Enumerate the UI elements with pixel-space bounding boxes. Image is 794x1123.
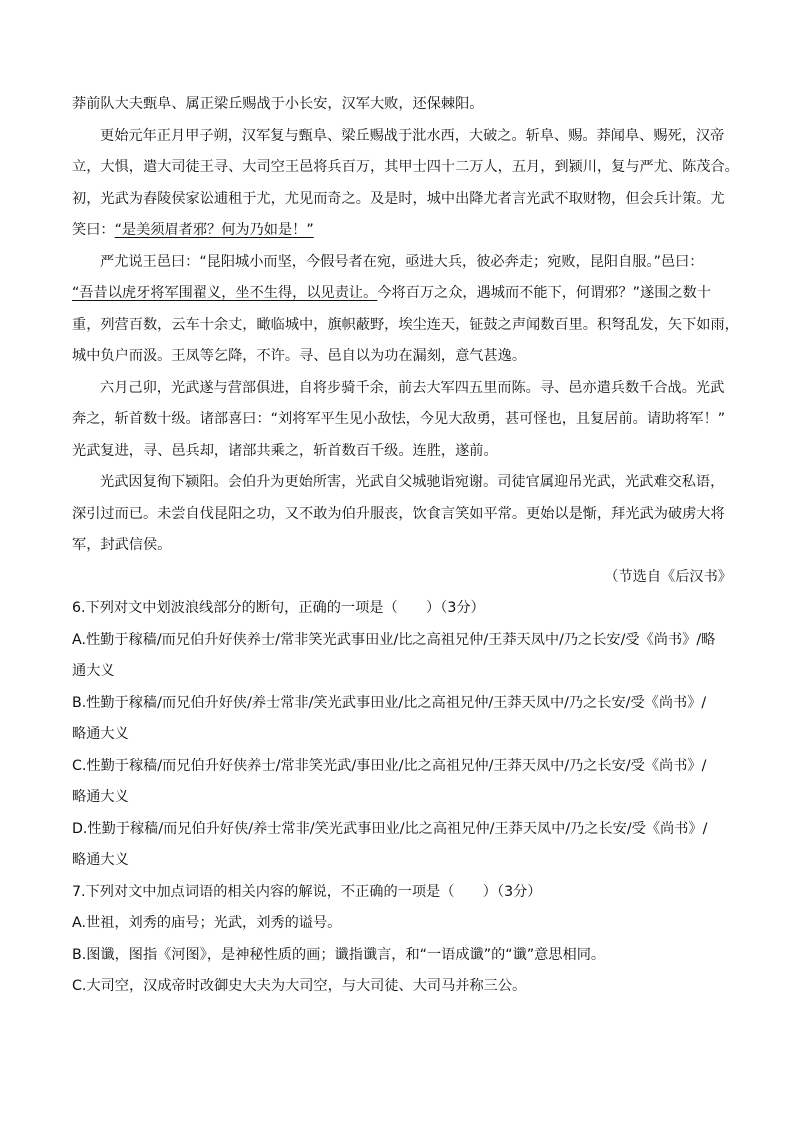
passage-line: 立，大惧，遣大司徒王寻、大司空王邑将兵百万，其甲士四十二万人，五月，到颍川，复与严尤、陈茂合。 <box>72 159 739 175</box>
passage-text: 今将百万之众，遇城而不能下，何谓邪？”遂围之数十 <box>377 285 711 301</box>
question-7-option-b: B.图谶，图指《河图》，是神秘性质的画；谶指谶言，和“一语成谶”的“谶”意思相同。 <box>72 946 606 963</box>
passage-line <box>72 222 732 238</box>
underlined-quote: “是美须眉者邪？何为乃如是！” <box>114 222 314 238</box>
question-6-option-c-cont: 略通大义 <box>72 789 129 805</box>
passage-line: 深引过而已。未尝自伐昆阳之功，又不敢为伯升服丧，饮食言笑如平常。更始以是惭，拜光武为破虏大将 <box>72 505 725 522</box>
passage-line: 六月己卯，光武遂与营部俱进，自将步骑千余，前去大军四五里而陈。寻、邑亦遣兵数千合战。光武 <box>100 379 725 396</box>
question-6-option-d: D.性勤于稼穑/而兄伯升好侠/养士常非/笑光武事田业/比之高祖兄仲/王莽天凤中/乃之长安/受《尚书》/ <box>72 820 708 837</box>
question-6-option-a-cont: 通大义 <box>72 663 115 679</box>
passage-line: 莽前队大夫甄阜、属正梁丘赐战于小长安，汉军大败，还保棘阳。 <box>72 96 484 112</box>
passage-line: 重，列营百数，云车十余丈，瞰临城中，旗帜蔽野，埃尘连天，钲鼓之声闻数百里。积弩乱发，矢下如雨， <box>72 316 739 333</box>
question-7-option-a: A.世祖，刘秀的庙号；光武，刘秀的谥号。 <box>72 915 342 931</box>
passage-line: 军，封武信侯。 <box>72 537 172 553</box>
question-6-stem: 6.下列对文中划波浪线部分的断句，正确的一项是（ ）（3分） <box>72 600 485 616</box>
passage-line: 严尤说王邑曰：“昆阳城小而坚，今假号者在宛，亟进大兵，彼必奔走；宛败，昆阳自服。”邑曰： <box>100 253 704 270</box>
question-7-option-c: C.大司空，汉成帝时改御史大夫为大司空，与大司徒、大司马并称三公。 <box>72 978 527 994</box>
passage-line: 更始元年正月甲子朔，汉军复与甄阜、梁丘赐战于沘水西，大破之。斩阜、赐。莽闻阜、赐死，汉帝 <box>100 127 725 144</box>
passage-line: 光武复进，寻、邑兵却，诸部共乘之，斩首数百千级。连胜，遂前。 <box>72 442 498 459</box>
underlined-quote: “吾昔以虎牙将军围翟义，坐不生得，以见责让。 <box>72 285 378 301</box>
document-page <box>72 96 739 1010</box>
passage-line: 光武因复徇下颍阳。会伯升为更始所害，光武自父城驰诣宛谢。司徒官属迎吊光武，光武难交私语， <box>100 474 725 490</box>
question-6-option-c: C.性勤于稼穑/而兄伯升好侠养士/常非笑光武/事田业/比之高祖兄仲/王莽天凤中/乃之长安/受《尚书》/ <box>72 757 707 774</box>
passage-line <box>72 285 732 301</box>
question-7-stem: 7.下列对文中加点词语的相关内容的解说，不正确的一项是（ ）（3分） <box>72 883 542 900</box>
question-6-option-b-cont: 略通大义 <box>72 726 129 742</box>
question-6-option-d-cont: 略通大义 <box>72 852 129 868</box>
passage-line: 初，光武为舂陵侯家讼逋租于尤，尤见而奇之。及是时，城中出降尤者言光武不取财物，但会兵计策。尤 <box>72 190 725 207</box>
passage-line: 城中负户而汲。王凤等乞降，不许。寻、邑自以为功在漏刻，意气甚逸。 <box>72 348 527 364</box>
passage-line: 奔之，斩首数十级。诸部喜曰：“刘将军平生见小敌怯，今见大敌勇，甚可怪也，且复居前。请助将军！” <box>72 411 726 427</box>
question-6-option-a: A.性勤于稼穑/而兄伯升好侠养士/常非笑光武事田业/比之高祖兄仲/王莽天凤中/乃之长安/受《尚书》/略 <box>72 631 716 648</box>
passage-text: 笑曰： <box>72 222 115 238</box>
source-citation: （节选自《后汉书》 <box>604 568 732 585</box>
question-6-option-b: B.性勤于稼穑/而兄伯升好侠/养士常非/笑光武事田业/比之高祖兄仲/王莽天凤中/乃之长安/受《尚书》/ <box>72 694 707 711</box>
